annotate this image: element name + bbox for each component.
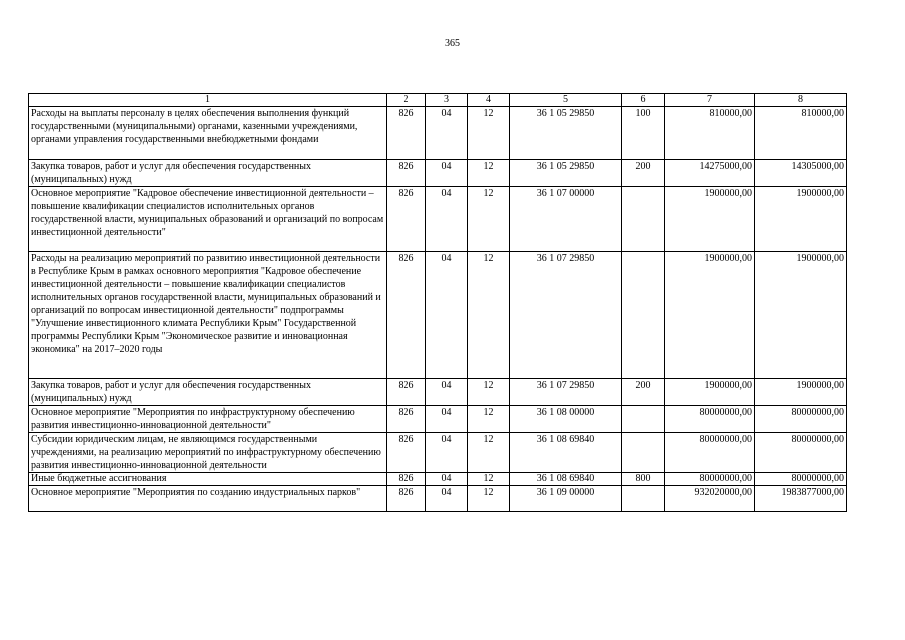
row-col-8: 1900000,00 — [755, 252, 847, 379]
row-col-4: 12 — [468, 187, 510, 252]
row-col-5: 36 1 07 00000 — [510, 187, 622, 252]
row-description: Основное мероприятие "Кадровое обеспечение инвестиционной деятельности – повышение квалификации специалистов исполнительных органов государственной власти, муниципальных образований и организаций по вопросам инвестиционной деятельности" — [29, 187, 387, 252]
row-col-4: 12 — [468, 252, 510, 379]
header-col-2: 2 — [387, 94, 426, 107]
row-col-3: 04 — [426, 433, 468, 473]
row-col-4: 12 — [468, 379, 510, 406]
row-col-4: 12 — [468, 486, 510, 512]
row-col-7: 80000000,00 — [665, 406, 755, 433]
row-col-7: 810000,00 — [665, 107, 755, 160]
row-col-7: 14275000,00 — [665, 160, 755, 187]
row-col-2: 826 — [387, 433, 426, 473]
row-col-3: 04 — [426, 187, 468, 252]
budget-table — [28, 93, 847, 512]
row-description: Основное мероприятие "Мероприятия по инфраструктурному обеспечению развития инвестиционно-инновационной деятельности" — [29, 406, 387, 433]
row-description: Расходы на реализацию мероприятий по развитию инвестиционной деятельности в Республике Крым в рамках основного мероприятия "Кадровое обеспечение инвестиционной деятельности – повышение квалификации специалистов исполнительных органов государственной власти, муниципальных образований и организаций по вопросам инвестиционной деятельности" подпрограммы "Улучшение инвестиционного климата Республики Крым" Государственной программы Республики Крым "Экономическое развитие и инновационная экономика" на 2017–2020 годы — [29, 252, 387, 379]
header-col-8: 8 — [755, 94, 847, 107]
row-col-5: 36 1 07 29850 — [510, 379, 622, 406]
table-header-row — [29, 94, 847, 107]
row-description: Субсидии юридическим лицам, не являющимся государственными учреждениями, на реализацию мероприятий по инфраструктурному обеспечению развития инвестиционно-инновационной деятельности — [29, 433, 387, 473]
row-col-5: 36 1 08 69840 — [510, 433, 622, 473]
row-col-7: 932020000,00 — [665, 486, 755, 512]
header-col-6: 6 — [622, 94, 665, 107]
header-col-4: 4 — [468, 94, 510, 107]
row-col-6: 200 — [622, 160, 665, 187]
row-col-6 — [622, 406, 665, 433]
header-col-7: 7 — [665, 94, 755, 107]
row-col-5: 36 1 05 29850 — [510, 160, 622, 187]
row-col-8: 1900000,00 — [755, 379, 847, 406]
row-col-4: 12 — [468, 107, 510, 160]
row-col-6 — [622, 187, 665, 252]
row-col-7: 1900000,00 — [665, 187, 755, 252]
table-row — [29, 252, 847, 379]
row-col-3: 04 — [426, 107, 468, 160]
row-col-8: 80000000,00 — [755, 433, 847, 473]
page-number: 365 — [445, 38, 460, 49]
row-col-2: 826 — [387, 486, 426, 512]
row-col-3: 04 — [426, 379, 468, 406]
table-row — [29, 160, 847, 187]
table-row — [29, 433, 847, 473]
row-description: Закупка товаров, работ и услуг для обеспечения государственных (муниципальных) нужд — [29, 160, 387, 187]
row-col-6: 100 — [622, 107, 665, 160]
row-col-8: 80000000,00 — [755, 406, 847, 433]
row-col-8: 1983877000,00 — [755, 486, 847, 512]
row-description: Основное мероприятие "Мероприятия по созданию индустриальных парков" — [29, 486, 387, 512]
table-row — [29, 187, 847, 252]
row-col-2: 826 — [387, 252, 426, 379]
row-col-5: 36 1 07 29850 — [510, 252, 622, 379]
row-col-6 — [622, 433, 665, 473]
header-col-1: 1 — [29, 94, 387, 107]
table-row — [29, 486, 847, 512]
row-col-7: 80000000,00 — [665, 473, 755, 486]
header-col-5: 5 — [510, 94, 622, 107]
row-col-5: 36 1 08 69840 — [510, 473, 622, 486]
row-col-6 — [622, 252, 665, 379]
row-col-3: 04 — [426, 406, 468, 433]
row-col-4: 12 — [468, 473, 510, 486]
row-col-3: 04 — [426, 160, 468, 187]
row-col-5: 36 1 05 29850 — [510, 107, 622, 160]
row-col-4: 12 — [468, 406, 510, 433]
row-description: Иные бюджетные ассигнования — [29, 473, 387, 486]
row-col-8: 1900000,00 — [755, 187, 847, 252]
table-row — [29, 379, 847, 406]
row-col-7: 1900000,00 — [665, 379, 755, 406]
row-col-2: 826 — [387, 473, 426, 486]
row-col-5: 36 1 09 00000 — [510, 486, 622, 512]
row-col-2: 826 — [387, 107, 426, 160]
header-col-3: 3 — [426, 94, 468, 107]
row-col-3: 04 — [426, 252, 468, 379]
row-col-5: 36 1 08 00000 — [510, 406, 622, 433]
row-col-2: 826 — [387, 160, 426, 187]
row-col-7: 80000000,00 — [665, 433, 755, 473]
row-col-6 — [622, 486, 665, 512]
row-col-2: 826 — [387, 406, 426, 433]
table-row — [29, 107, 847, 160]
row-col-3: 04 — [426, 486, 468, 512]
row-col-4: 12 — [468, 160, 510, 187]
row-col-8: 810000,00 — [755, 107, 847, 160]
row-col-2: 826 — [387, 187, 426, 252]
table-row — [29, 406, 847, 433]
row-col-3: 04 — [426, 473, 468, 486]
row-col-8: 14305000,00 — [755, 160, 847, 187]
row-col-4: 12 — [468, 433, 510, 473]
row-col-7: 1900000,00 — [665, 252, 755, 379]
row-col-2: 826 — [387, 379, 426, 406]
table-row — [29, 473, 847, 486]
row-col-6: 800 — [622, 473, 665, 486]
row-col-8: 80000000,00 — [755, 473, 847, 486]
row-col-6: 200 — [622, 379, 665, 406]
row-description: Закупка товаров, работ и услуг для обеспечения государственных (муниципальных) нужд — [29, 379, 387, 406]
row-description: Расходы на выплаты персоналу в целях обеспечения выполнения функций государственными (муниципальными) органами, казенными учреждениями, органами управления государственными внебюджетными фондами — [29, 107, 387, 160]
